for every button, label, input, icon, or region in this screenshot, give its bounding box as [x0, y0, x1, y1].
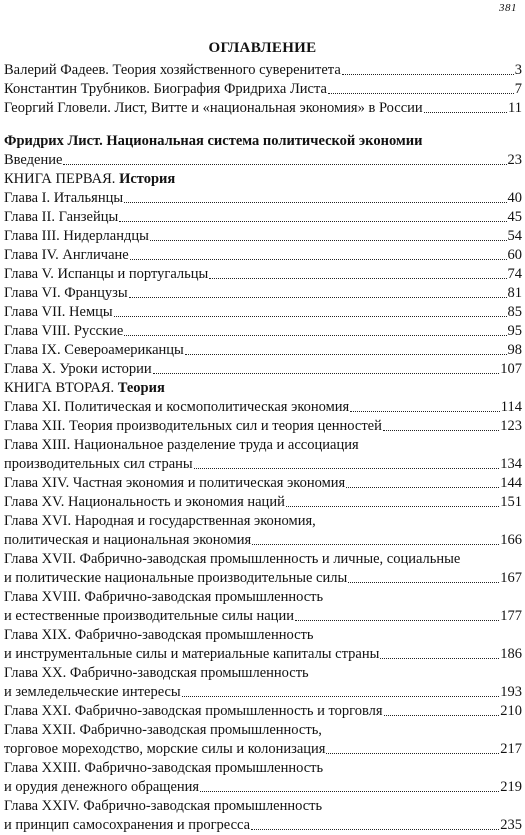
toc-entry-page: 123 [500, 418, 522, 434]
toc-entry[interactable] [4, 284, 522, 303]
dot-leader [209, 277, 506, 279]
toc-entry-title: Глава VIII. Русские [4, 323, 124, 339]
toc-entry[interactable] [4, 189, 522, 208]
toc-entry[interactable] [4, 398, 522, 417]
toc-entry-page: 7 [514, 81, 522, 97]
toc-entry-title: Глава XII. Теория производительных сил и теория ценностей [4, 418, 382, 434]
toc-entry-title: Глава IV. Англичане [4, 247, 129, 263]
toc-entry-page: 60 [507, 247, 522, 263]
dot-leader [380, 657, 499, 659]
toc-entry-page: 151 [500, 494, 522, 510]
book-two-heading [4, 379, 522, 398]
dot-leader [153, 372, 500, 374]
toc-entry-page: 134 [500, 456, 522, 472]
toc-entry[interactable] [4, 417, 522, 436]
toc-entry-title: Глава VII. Немцы [4, 304, 113, 320]
toc-entry-line: Глава XXIV. Фабрично-заводская промышленность [4, 798, 323, 814]
dot-leader [124, 201, 506, 203]
toc-entry-line: Глава XVIII. Фабрично-заводская промышленность [4, 589, 324, 605]
book-label: КНИГА ПЕРВАЯ. [4, 171, 116, 187]
main-work-title: Фридрих Лист. Национальная система политической экономии [4, 133, 423, 149]
toc-entry-line: Глава XVI. Народная и государственная экономия, [4, 513, 316, 529]
dot-leader [114, 315, 507, 317]
toc-entry-title: Глава X. Уроки истории [4, 361, 152, 377]
toc-entry-page: 95 [507, 323, 522, 339]
intro-entries [4, 61, 522, 118]
toc-entry-title: Глава V. Испанцы и португальцы [4, 266, 209, 282]
toc-entry-page: 193 [500, 684, 522, 700]
toc-entry-title: Георгий Гловели. Лист, Витте и «национальная экономия» в России [4, 100, 423, 116]
toc-entry-page: 98 [507, 342, 522, 358]
toc-entry[interactable] [4, 303, 522, 322]
toc-entry-page: 107 [500, 361, 522, 377]
toc-entry-title: торговое мореходство, морские силы и колонизация [4, 741, 326, 757]
toc-entry-title: Глава IX. Североамериканцы [4, 342, 184, 358]
toc-entry-page: 3 [514, 62, 522, 78]
toc-entry-title: и инструментальные силы и материальные капиталы страны [4, 646, 380, 662]
book-name: Теория [117, 380, 165, 396]
toc-entry-title: Глава XXI. Фабрично-заводская промышленность и торговля [4, 703, 383, 719]
dot-leader [328, 92, 514, 94]
toc-entry-introduction[interactable] [4, 151, 522, 170]
book-name: История [119, 171, 176, 187]
dot-leader [383, 429, 499, 431]
toc-heading: ОГЛАВЛЕНИЕ [208, 40, 317, 56]
toc-entry[interactable] [4, 531, 522, 550]
dot-leader [124, 334, 506, 336]
toc-entry[interactable] [4, 474, 522, 493]
toc-entry-page: 23 [507, 152, 522, 168]
toc-entry-page: 217 [500, 741, 522, 757]
toc-entry-page: 40 [507, 190, 522, 206]
toc-entry-page: 166 [500, 532, 522, 548]
toc-entry-page: 144 [500, 475, 522, 491]
toc-entry[interactable] [4, 816, 522, 835]
toc-entry-title: Введение [4, 152, 63, 168]
toc-entry-title: Глава XV. Национальность и экономия наций [4, 494, 285, 510]
toc-entry-title: Константин Трубников. Биография Фридриха Листа [4, 81, 327, 97]
dot-leader [185, 353, 507, 355]
dot-leader [182, 695, 500, 697]
dot-leader [130, 258, 507, 260]
toc-entry-line: Глава XVII. Фабрично-заводская промышленность и личные, социальные [4, 551, 461, 567]
dot-leader [326, 752, 499, 754]
toc-entry[interactable] [4, 778, 522, 797]
dot-leader [63, 163, 506, 165]
toc-entry-title: и естественные производительные силы нации [4, 608, 294, 624]
toc-entry[interactable] [4, 645, 522, 664]
toc-entry-title: и принцип самосохранения и прогресса [4, 817, 251, 833]
toc-entry[interactable] [4, 569, 522, 588]
page-number: 381 [499, 2, 517, 14]
dot-leader [251, 828, 499, 830]
toc-entry-line: Глава XXIII. Фабрично-заводская промышленность [4, 760, 324, 776]
table-of-contents [4, 61, 522, 835]
dot-leader [286, 505, 499, 507]
toc-entry-line: Глава XX. Фабрично-заводская промышленность [4, 665, 309, 681]
toc-entry-page: 81 [507, 285, 522, 301]
toc-entry[interactable] [4, 208, 522, 227]
toc-entry-line: Глава XIII. Национальное разделение труда и ассоциация [4, 437, 359, 453]
toc-entry-title: Глава XIV. Частная экономия и политическая экономия [4, 475, 346, 491]
toc-entry-title: политическая и национальная экономия [4, 532, 252, 548]
toc-entry-line: Глава XIX. Фабрично-заводская промышленность [4, 627, 314, 643]
toc-entry-page: 74 [507, 266, 522, 282]
toc-entry-page: 177 [500, 608, 522, 624]
dot-leader [342, 73, 514, 75]
book-one-chapters [4, 189, 522, 379]
toc-entry-page: 186 [500, 646, 522, 662]
toc-entry-title: Валерий Фадеев. Теория хозяйственного суверенитета [4, 62, 341, 78]
toc-entry-title: Глава II. Ганзейцы [4, 209, 119, 225]
toc-entry-line: Глава XXII. Фабрично-заводская промышленность, [4, 722, 322, 738]
toc-entry-title: и орудия денежного обращения [4, 779, 200, 795]
book-label: КНИГА ВТОРАЯ. [4, 380, 115, 396]
toc-entry[interactable] [4, 80, 522, 99]
toc-entry[interactable] [4, 265, 522, 284]
toc-entry[interactable] [4, 227, 522, 246]
dot-leader [295, 619, 499, 621]
toc-entry-title: Глава VI. Французы [4, 285, 128, 301]
toc-entry[interactable] [4, 702, 522, 721]
toc-entry-page: 54 [507, 228, 522, 244]
toc-entry-title: Глава III. Нидерландцы [4, 228, 149, 244]
toc-entry-title: производительных сил страны [4, 456, 193, 472]
dot-leader [348, 581, 499, 583]
dot-leader [194, 467, 500, 469]
toc-entry-title: и политические национальные производительные силы [4, 570, 348, 586]
toc-entry[interactable] [4, 683, 522, 702]
dot-leader [424, 111, 507, 113]
toc-entry-page: 114 [500, 399, 522, 415]
dot-leader [252, 543, 499, 545]
dot-leader [129, 296, 507, 298]
dot-leader [119, 220, 506, 222]
toc-entry[interactable] [4, 61, 522, 80]
dot-leader [384, 714, 500, 716]
toc-entry[interactable] [4, 493, 522, 512]
toc-entry-title: Глава XI. Политическая и космополитическая экономия [4, 399, 350, 415]
toc-entry[interactable] [4, 99, 522, 118]
dot-leader [346, 486, 499, 488]
toc-entry-page: 85 [507, 304, 522, 320]
toc-entry[interactable] [4, 455, 522, 474]
toc-entry[interactable] [4, 740, 522, 759]
toc-entry-page: 45 [507, 209, 522, 225]
toc-entry-title: и земледельческие интересы [4, 684, 181, 700]
dot-leader [150, 239, 507, 241]
toc-entry-page: 167 [500, 570, 522, 586]
dot-leader [350, 410, 500, 412]
section-gap [4, 118, 522, 132]
toc-entry-page: 235 [500, 817, 522, 833]
toc-entry-title: Глава I. Итальянцы [4, 190, 124, 206]
toc-entry-page: 219 [500, 779, 522, 795]
toc-entry-page: 11 [508, 100, 522, 116]
toc-entry-page: 210 [500, 703, 522, 719]
toc-entry[interactable] [4, 360, 522, 379]
toc-entry[interactable] [4, 246, 522, 265]
book-one-heading [4, 170, 522, 189]
toc-entry[interactable] [4, 341, 522, 360]
dot-leader [200, 790, 499, 792]
toc-entry[interactable] [4, 607, 522, 626]
toc-entry[interactable] [4, 322, 522, 341]
book-two-chapters [4, 398, 522, 835]
